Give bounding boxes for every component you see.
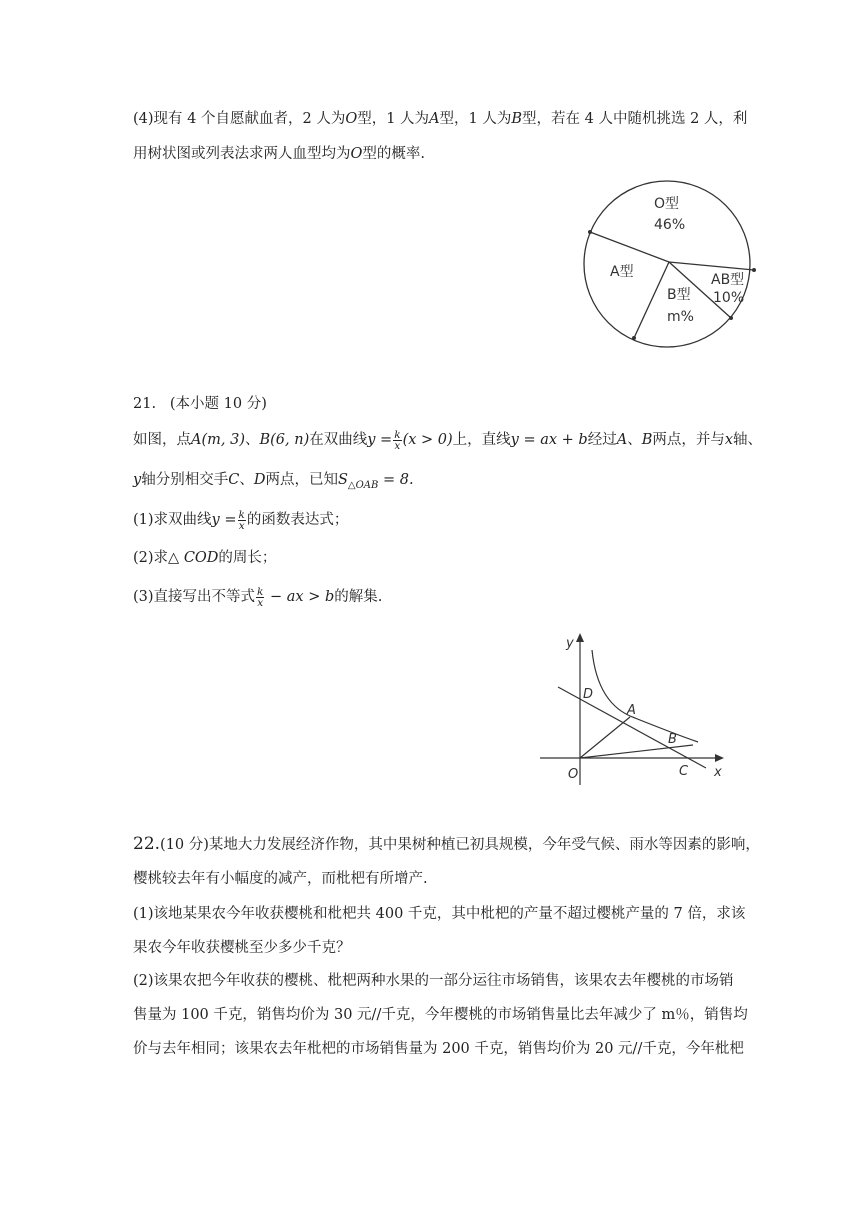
frac-num: k <box>257 585 264 598</box>
math-point-a: A(m, 3) <box>191 432 245 448</box>
math-o: O <box>345 111 358 127</box>
text: 上，直线 <box>452 432 511 448</box>
pie-dot <box>632 336 636 340</box>
q22-line3 <box>133 903 763 925</box>
text: (1)该地某果农今年收获樱桃和枇杷共 400 千克，其中枇杷的产量不超过樱桃产量的 7 倍，求该 <box>133 906 746 922</box>
question-number: 21. <box>133 396 157 412</box>
segment-oa <box>580 717 630 758</box>
q22-line2 <box>133 868 763 890</box>
coordinate-graph-figure <box>540 630 730 792</box>
text: 型，1 人为 <box>439 111 512 127</box>
text: 用树状图或列表法求两人血型均为 <box>133 146 351 162</box>
q22-line5 <box>133 970 763 992</box>
q21-part1 <box>133 509 763 531</box>
x-axis-arrow <box>715 754 724 762</box>
text: 型，1 人为 <box>357 111 430 127</box>
pie-dot <box>588 230 592 234</box>
text: (10 分)某地大力发展经济作物，其中果树种植已初具规模，今年受气候、雨水等因素的影响， <box>160 837 760 853</box>
q21-heading <box>133 393 763 415</box>
math-s-sub: △OAB <box>347 480 379 491</box>
math-a: A <box>429 111 440 127</box>
text: 价与去年相同；该果农去年枇杷的市场销售量为 200 千克，销售均价为 20 元//千克，今年枇杷 <box>133 1041 744 1057</box>
q21-line2 <box>133 469 763 497</box>
math-s-val: = 8. <box>378 472 414 488</box>
math-domain: (x > 0) <box>402 432 453 448</box>
pie-o-label: O型 <box>654 196 680 212</box>
q21-part3 <box>133 586 763 608</box>
math-y-eq: y = <box>367 432 393 448</box>
text: 轴、 <box>733 432 763 448</box>
graph-x-label: x <box>714 765 722 780</box>
math-cod: COD <box>183 550 219 566</box>
hyperbola-curve <box>592 650 698 742</box>
math-y: y <box>133 472 142 488</box>
graph-a-label: A <box>627 703 636 718</box>
math-y-eq: y = <box>211 512 237 528</box>
q20-part4-line2 <box>133 143 763 165</box>
math-a: A <box>616 432 628 448</box>
graph-y-label: y <box>566 636 574 651</box>
text: 两点，并与 <box>652 432 725 448</box>
text: 型，若在 4 人中随机挑选 2 人，利 <box>522 111 748 127</box>
y-axis-arrow <box>576 633 584 642</box>
math-d: D <box>253 472 266 488</box>
text: 的函数表达式； <box>246 512 349 528</box>
math-c: C <box>228 472 240 488</box>
text: 、 <box>627 432 642 448</box>
pie-ab-label: AB型 <box>711 272 745 288</box>
fraction-k-over-x <box>393 430 401 451</box>
text: 售量为 100 千克，销售均价为 30 元//千克，今年樱桃的市场销售量比去年减少了 m％，销售均 <box>133 1007 748 1023</box>
q21-line1 <box>133 429 763 451</box>
math-x: x <box>724 432 734 448</box>
text: (2)求△ <box>133 550 184 566</box>
math-line-eq: y = ax + b <box>510 432 588 448</box>
fraction-k-over-x <box>238 510 246 531</box>
pie-o-value: 46% <box>654 217 686 233</box>
frac-num: k <box>394 428 401 441</box>
text: 两点，已知 <box>265 472 338 488</box>
text: 的周长； <box>218 550 277 566</box>
text: (2)该果农把今年收获的樱桃、枇杷两种水果的一部分运往市场销售，该果农去年樱桃的市场销 <box>133 973 734 989</box>
pie-dot <box>752 268 756 272</box>
graph-o-label: O <box>568 767 579 782</box>
text: 轴分别相交手 <box>141 472 229 488</box>
pie-divider-a-b <box>634 262 669 338</box>
text: 的解集. <box>334 589 383 605</box>
math-o: O <box>350 146 363 162</box>
q22-line1 <box>133 833 763 856</box>
text: 、 <box>239 472 254 488</box>
pie-b-label: B型 <box>667 287 691 303</box>
frac-den: x <box>394 439 401 452</box>
text: (3)直接写出不等式 <box>133 589 256 605</box>
frac-num: k <box>238 508 245 521</box>
text: 果农今年收获樱桃至少多少千克？ <box>133 940 351 956</box>
fraction-k-over-x <box>256 587 264 608</box>
math-point-b: B(6, n) <box>259 432 310 448</box>
frac-den: x <box>238 519 245 532</box>
pie-b-value: m% <box>667 309 694 325</box>
pie-divider-ob <box>669 262 754 270</box>
pie-a-label: A型 <box>610 264 634 280</box>
q22-line7 <box>133 1038 763 1060</box>
math-b: B <box>641 432 653 448</box>
text: 在双曲线 <box>309 432 368 448</box>
text: 经过 <box>587 432 617 448</box>
frac-den: x <box>257 596 264 609</box>
blood-type-pie-figure <box>580 178 760 348</box>
text: (4)现有 4 个自愿献血者，2 人为 <box>133 111 346 127</box>
text: 如图，点 <box>133 432 191 448</box>
text: 、 <box>244 432 260 448</box>
pie-dot <box>729 316 733 320</box>
q21-part2 <box>133 547 763 569</box>
q22-line6 <box>133 1004 763 1026</box>
q22-line4 <box>133 937 763 959</box>
text: (1)求双曲线 <box>133 512 212 528</box>
text: 型的概率. <box>362 146 425 162</box>
graph-c-label: C <box>679 764 689 779</box>
q20-part4-line1 <box>133 108 763 130</box>
math-s: S <box>337 472 348 488</box>
text: 樱桃较去年有小幅度的减产，而枇杷有所增产. <box>133 871 428 887</box>
question-note: (本小题 10 分) <box>169 396 267 412</box>
pie-ab-value: 10% <box>713 290 745 306</box>
math-inequality: − ax > b <box>265 589 335 605</box>
math-b: B <box>511 111 523 127</box>
graph-b-label: B <box>668 732 677 747</box>
question-number: 22. <box>133 834 161 854</box>
pie-divider-oa <box>590 232 669 262</box>
graph-d-label: D <box>583 687 594 702</box>
